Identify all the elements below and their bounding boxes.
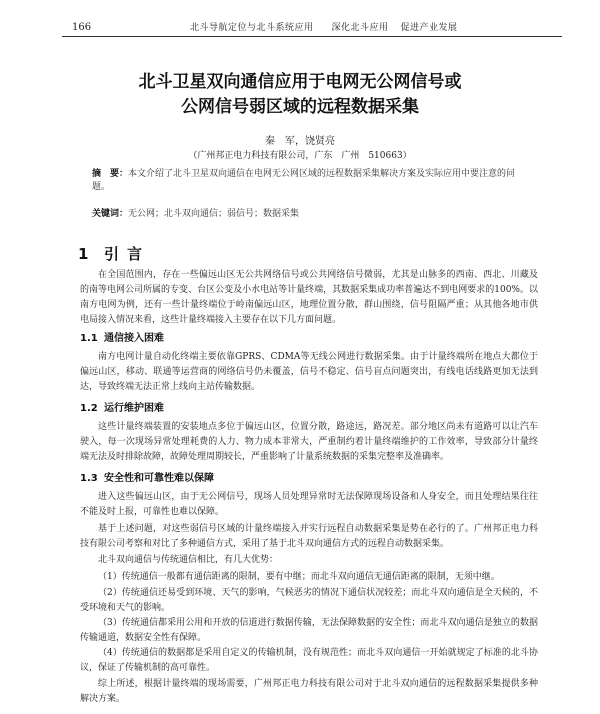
abstract-label: 摘 要： — [92, 169, 129, 179]
subsection-number: 1.2 — [80, 403, 98, 414]
section-title: 引言 — [104, 245, 151, 263]
subsection-title: 运行维护困难 — [104, 403, 164, 414]
subsection-title: 通信接入困难 — [104, 333, 164, 344]
running-header — [62, 20, 562, 37]
subsection-title: 安全性和可靠性难以保障 — [104, 473, 214, 484]
abstract — [92, 168, 522, 194]
subsection-heading-1-3 — [80, 472, 214, 486]
subsection-1-3-paragraph: 进入这些偏远山区，由于无公网信号，现场人员处理异常时无法保障现场设备和人身安全，而且处理结果往往不能及时上报，可靠性也难以保障。 — [80, 492, 538, 517]
body-paragraph-a: 基于上述问题，对这些弱信号区域的计量终端接入并实行远程自动数据采集是势在必行的了。广州邦正电力科技有限公司考察和对比了多种通信方式，采用了基于北斗双向通信方式的远程自动数据采集。 — [80, 524, 538, 549]
subsection-1-1-paragraph: 南方电网计量自动化终端主要依靠GPRS、CDMA等无线公网进行数据采集。由于计量终端所在地点大都位于偏远山区，移动、联通等运营商的网络信号仍未覆盖，信号不稳定、信号盲点问题突出，有线电话线路更加无法到达，导致终端无法正常上线向主站传输数据。 — [80, 352, 538, 392]
column-title-b: 促进产业发展 — [400, 23, 458, 33]
article-title-line-1: 北斗卫星双向通信应用于电网无公网信号或 — [138, 72, 462, 92]
subsection-1-2-paragraph: 这些计量终端装置的安装地点多位于偏远山区，位置分散，路途远，路况差。部分地区尚未有道路可以让汽车驶入，每一次现场异常处理耗费的人力、物力成本非常大，严重制约着计量终端维护的工作效率，导致部分计量终端无法及时排除故障，故障处理周期较长，严重影响了计量系统数据的采集完整率及准确率。 — [80, 422, 538, 462]
journal-name: 北斗导航定位与北斗系统应用 — [190, 23, 314, 33]
authors: 秦 军，饶贤亮 — [265, 136, 335, 147]
journal-title — [190, 20, 458, 36]
subsection-number: 1.3 — [80, 473, 98, 484]
advantage-item-2: （2）传统通信还易受到环境、天气的影响，气候恶劣的情况下通信状况较差；而北斗双向通信是全天候的，不受环境和天气的影响。 — [80, 588, 538, 613]
column-title-a: 深化北斗应用 — [331, 23, 389, 33]
article-title-line-2: 公网信号弱区域的远程数据采集 — [181, 97, 419, 117]
subsection-heading-1-2 — [80, 402, 164, 416]
advantage-item-3: （3）传统通信都采用公用和开放的信道进行数据传输，无法保障数据的安全性；而北斗双向通信是独立的数据传输通道，数据安全性有保障。 — [80, 618, 538, 643]
affiliation: （广州邦正电力科技有限公司，广东 广州 510663） — [188, 151, 412, 161]
keywords-text: 无公网；北斗双向通信；弱信号；数据采集 — [128, 209, 300, 219]
keywords-label: 关键词： — [92, 209, 129, 219]
subsection-number: 1.1 — [80, 333, 98, 344]
section-number: 1 — [78, 245, 89, 263]
keywords — [92, 208, 522, 221]
page-number: 166 — [72, 22, 92, 33]
advantage-item-1: （1）传统通信一般都有通信距离的限制，要有中继；而北斗双向通信无通信距离的限制，无须中继。 — [98, 572, 500, 582]
advantage-item-4: （4）传统通信的数据都是采用自定义的传输机制，没有规范性；而北斗双向通信一开始就规定了标准的北斗协议，保证了传输机制的高可靠性。 — [80, 648, 538, 673]
abstract-text: 本文介绍了北斗卫星双向通信在电网无公网区域的远程数据采集解决方案及实际应用中要注意的问题。 — [92, 169, 516, 192]
conclusion-paragraph: 综上所述，根据计量终端的现场需要，广州邦正电力科技有限公司对于北斗双向通信的远程数据采集提供多种解决方案。 — [80, 679, 538, 704]
intro-paragraph: 在全国范围内，存在一些偏远山区无公共网络信号或公共网络信号微弱，尤其是山脉多的西南、西北、川藏及的南等电网公司所属的专变、台区公变及小水电站等计量终端，其数据采集成功率普遍达不到电网要求的100%。以南方电网为例，还有一些计量终端位于岭南偏远山区，地理位置分散，群山围绕，信号阻隔严重；从其他各地市供电局接入情况来看，这些计量终端接入主要存在以下几方面问题。 — [80, 270, 538, 325]
subsection-heading-1-1 — [80, 332, 164, 346]
body-paragraph-b: 北斗双向通信与传统通信相比，有几大优势： — [98, 555, 279, 565]
section-heading — [78, 244, 150, 264]
